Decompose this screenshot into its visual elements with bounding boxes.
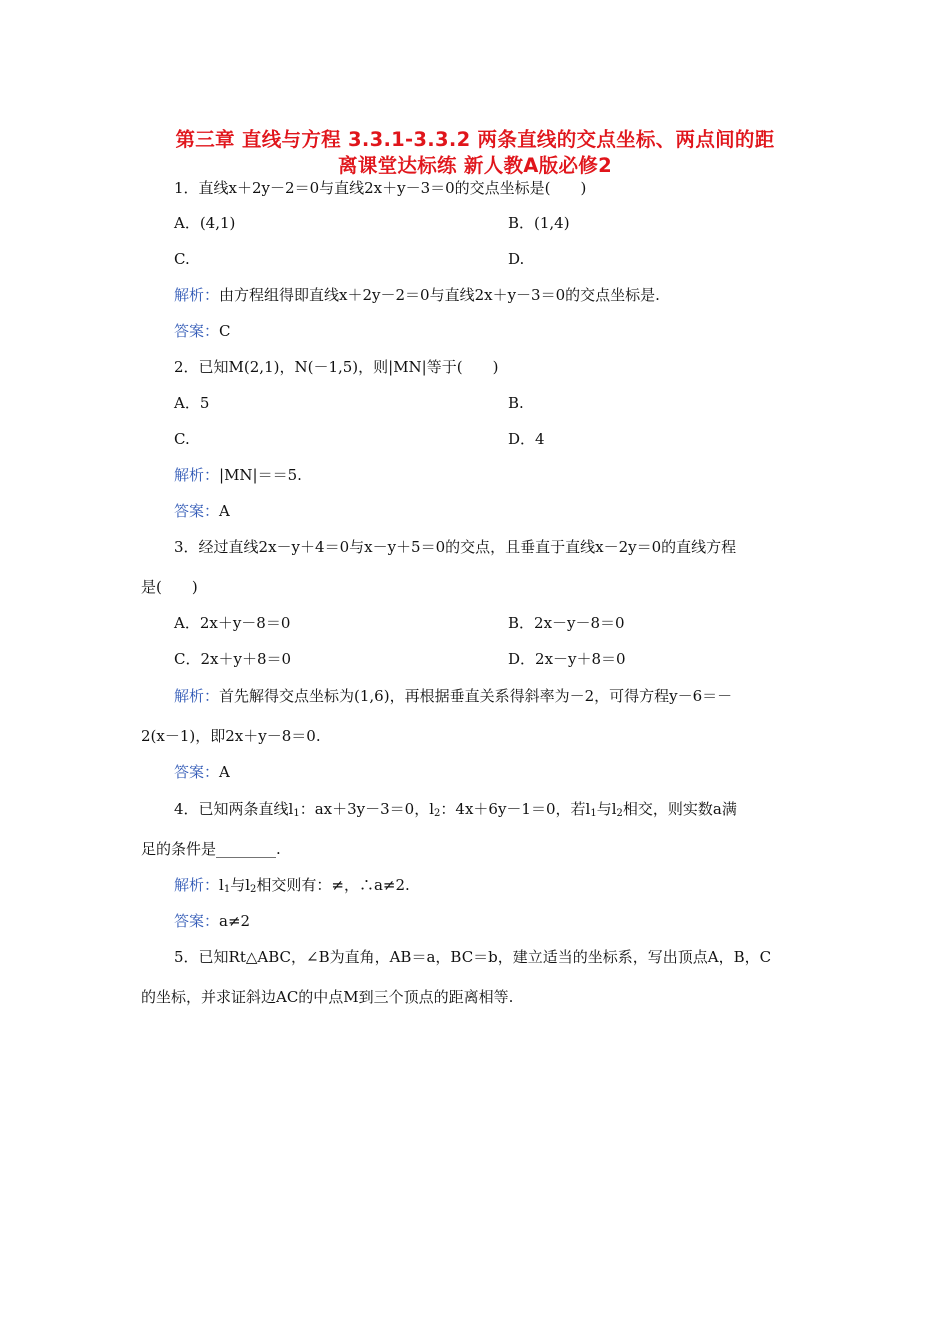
question-2-option-d: D．4 [508, 430, 545, 448]
answer-label: 答案： [174, 912, 220, 930]
title-line-2: 离课堂达标练 新人教A版必修2 [338, 154, 612, 177]
answer-label: 答案： [174, 763, 220, 781]
question-3-analysis-line-1 [174, 686, 732, 706]
title-line-1: 第三章 直线与方程 3.3.1-3.3.2 两条直线的交点坐标、两点间的距 [175, 128, 775, 151]
question-3-analysis-line-2: 2(x－1)，即2x＋y－8＝0. [141, 727, 321, 745]
question-1-answer [174, 321, 231, 341]
q4-analysis-part: 与l [230, 876, 251, 894]
question-2-option-a: A．5 [174, 394, 210, 412]
question-3-analysis-text: 首先解得交点坐标为(1,6)，再根据垂直关系得斜率为－2，可得方程y－6＝－ [219, 687, 733, 705]
question-2-answer-text: A [219, 502, 230, 520]
subscript: 2 [250, 884, 257, 895]
q4-analysis-part: 相交则有：≠，∴a≠2. [256, 876, 410, 894]
question-3-stem-line-1: 3．经过直线2x－y＋4＝0与x－y＋5＝0的交点，且垂直于直线x－2y＝0的直线方程 [174, 538, 737, 556]
q4-text-part: 相交，则实数a满 [622, 800, 737, 818]
question-3-option-c: C．2x＋y＋8＝0 [174, 650, 292, 668]
answer-label: 答案： [174, 502, 220, 520]
question-1-analysis [174, 285, 660, 305]
question-4-stem-line-1 [174, 799, 737, 824]
question-3-option-a: A．2x＋y－8＝0 [174, 614, 291, 632]
analysis-label: 解析： [174, 687, 220, 705]
question-4-stem-line-2: 足的条件是________. [141, 840, 281, 858]
subscript: 1 [590, 808, 597, 819]
question-2-option-c: C. [174, 430, 190, 448]
answer-label: 答案： [174, 322, 220, 340]
question-4-analysis [174, 875, 410, 900]
question-5-stem-line-1: 5．已知Rt△ABC，∠B为直角，AB＝a，BC＝b，建立适当的坐标系，写出顶点A，B，C [174, 948, 772, 966]
q4-text-part: 与l [596, 800, 617, 818]
question-2-analysis-text: |MN|＝＝5. [219, 466, 302, 484]
question-2-analysis [174, 465, 302, 485]
question-1-analysis-text: 由方程组得即直线x＋2y－2＝0与直线2x＋y－3＝0的交点坐标是. [219, 286, 660, 304]
question-1-option-a: A．(4,1) [174, 214, 236, 232]
question-2-stem: 2．已知M(2,1)，N(－1,5)，则|MN|等于( ) [174, 358, 499, 376]
question-1-option-b: B．(1,4) [508, 214, 570, 232]
question-2-option-b: B. [508, 394, 524, 412]
subscript: 1 [223, 884, 231, 895]
subscript: 2 [434, 808, 441, 819]
q4-analysis-part: l [219, 876, 224, 894]
q4-text-part: ：4x＋6y－1＝0，若l [440, 800, 591, 818]
subscript: 1 [293, 808, 300, 819]
question-3-stem-line-2: 是( ) [141, 578, 198, 596]
q4-text-part: ：ax＋3y－3＝0，l [299, 800, 435, 818]
question-3-option-b: B．2x－y－8＝0 [508, 614, 625, 632]
question-3-answer-text: A [219, 763, 230, 781]
question-1-option-c: C. [174, 250, 190, 268]
q4-text-part: 4．已知两条直线l [174, 800, 294, 818]
subscript: 2 [616, 808, 623, 819]
question-4-answer [174, 911, 250, 931]
analysis-label: 解析： [174, 876, 220, 894]
question-3-answer [174, 762, 230, 782]
question-3-option-d: D．2x－y＋8＝0 [508, 650, 626, 668]
analysis-label: 解析： [174, 286, 220, 304]
question-1-stem: 1．直线x＋2y－2＝0与直线2x＋y－3＝0的交点坐标是( ) [174, 179, 587, 197]
analysis-label: 解析： [174, 466, 220, 484]
question-1-answer-text: C [219, 322, 231, 340]
question-4-answer-text: a≠2 [219, 912, 251, 930]
question-5-stem-line-2: 的坐标，并求证斜边AC的中点M到三个顶点的距离相等. [141, 988, 514, 1006]
question-2-answer [174, 501, 230, 521]
question-1-option-d: D. [508, 250, 525, 268]
